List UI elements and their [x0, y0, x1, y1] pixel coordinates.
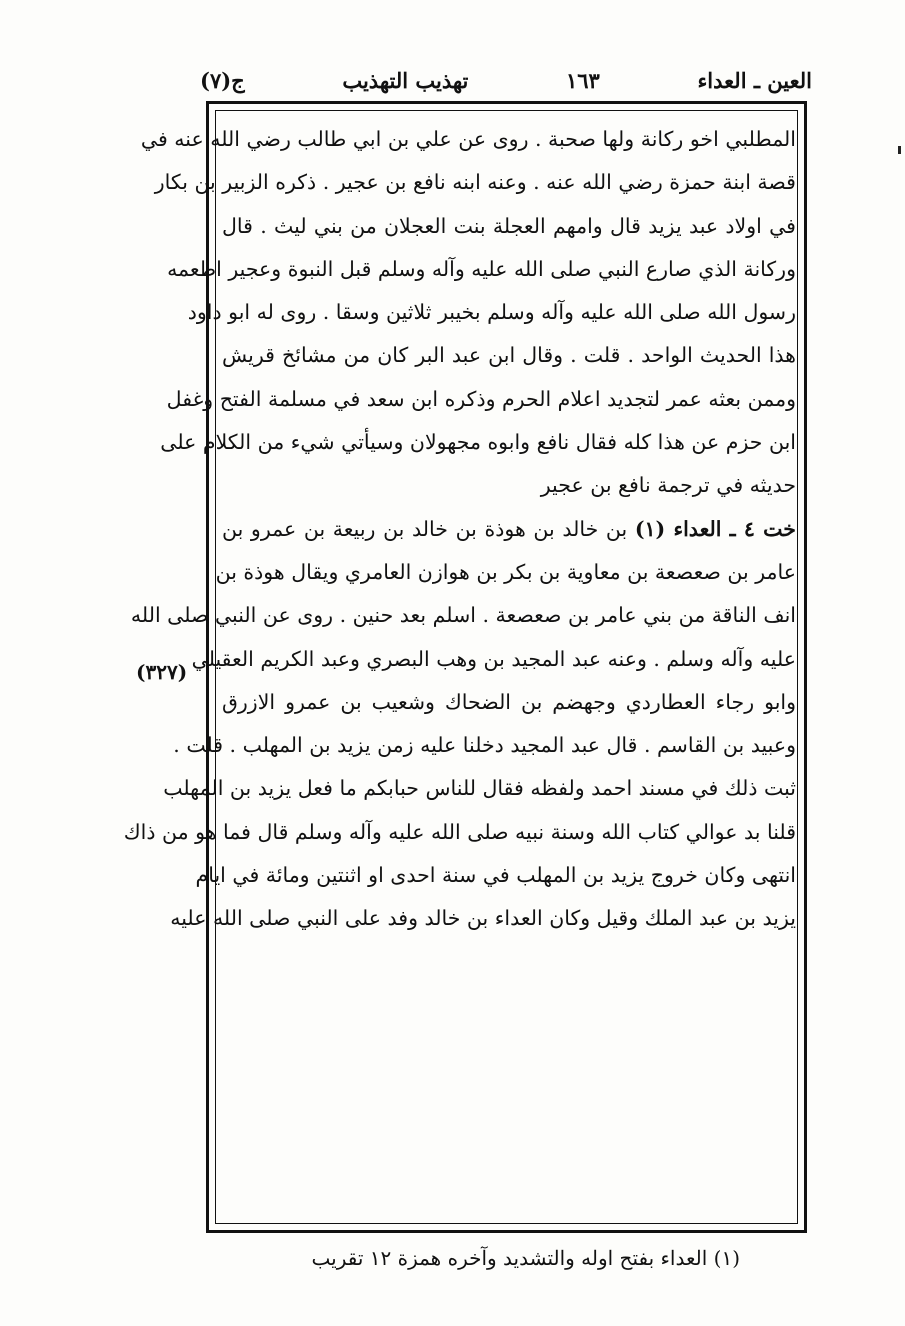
- entry-lineage: بن خالد بن هوذة بن خالد بن ربيعة بن عمرو بن: [222, 516, 628, 541]
- text-line: في اولاد عبد يزيد قال وامهم العجلة بنت العجلان من بني ليث . قال: [222, 213, 796, 238]
- margin-mark: [898, 146, 901, 154]
- text-line: ابن حزم عن هذا كله فقال نافع وابوه مجهولان وسيأتي شيء من الكلام على: [160, 430, 796, 455]
- text-line: قلنا بد عوالي كتاب الله وسنة نبيه صلى الله عليه وآله وسلم قال فما هو من ذاك: [123, 819, 796, 844]
- entry-first-line: [222, 508, 796, 551]
- running-header: [200, 58, 812, 102]
- entry-heading: خت ٤ ـ العداء (١): [634, 516, 796, 541]
- volume-label: ج(٧): [200, 67, 245, 93]
- section-title: العين ـ العداء: [697, 67, 812, 93]
- text-line: قصة ابنة حمزة رضي الله عنه . وعنه ابنه نافع بن عجير . ذكره الزبير بن بكار: [154, 170, 796, 195]
- entry-number: (٣٢٧): [136, 660, 188, 684]
- text-line: حديثه في ترجمة نافع بن عجير: [540, 473, 796, 498]
- text-line: هذا الحديث الواحد . قلت . وقال ابن عبد البر كان من مشائخ قريش: [222, 343, 796, 368]
- text-line: وعبيد بن القاسم . قال عبد المجيد دخلنا عليه زمن يزيد بن المهلب . قلت .: [173, 733, 796, 758]
- text-line: رسول الله صلى الله عليه وآله وسلم بخيبر ثلاثين وسقا . روى له ابو داود: [187, 300, 796, 325]
- text-line: وابو رجاء العطاردي وجهضم بن الضحاك وشعيب بن عمرو الازرق: [222, 689, 796, 714]
- text-line: ثبت ذلك في مسند احمد ولفظه فقال للناس حبابكم ما فعل يزيد بن المهلب: [163, 776, 796, 801]
- text-line: المطلبي اخو ركانة ولها صحبة . روى عن علي بن ابي طالب رضي الله عنه في: [140, 127, 796, 151]
- book-title: تهذيب التهذيب: [342, 67, 469, 93]
- text-line: انف الناقة من بني عامر بن صعصعة . اسلم بعد حنين . روى عن النبي صلى الله: [130, 603, 796, 628]
- footnote: (١) العداء بفتح اوله والتشديد وآخره همزة ١٢ تقريب: [311, 1246, 740, 1270]
- text-line: عامر بن صعصعة بن معاوية بن بكر بن هوازن العامري ويقال هوذة بن: [215, 559, 796, 584]
- text-line: يزيد بن عبد الملك وقيل وكان العداء بن خالد وفد على النبي صلى الله عليه: [170, 906, 796, 931]
- page-number: ١٦٣: [566, 67, 600, 93]
- text-line: وركانة الذي صارع النبي صلى الله عليه وآله وسلم قبل النبوة وعجير اطعمه: [167, 256, 796, 281]
- text-line: انتهى وكان خروج يزيد بن المهلب في سنة احدى او اثنتين ومائة في ايام: [195, 863, 796, 888]
- text-line: عليه وآله وسلم . وعنه عبد المجيد بن وهب البصري وعبد الكريم العقيلي: [191, 646, 796, 671]
- text-line: وممن بعثه عمر لتجديد اعلام الحرم وذكره ابن سعد في مسلمة الفتح وغفل: [166, 386, 796, 411]
